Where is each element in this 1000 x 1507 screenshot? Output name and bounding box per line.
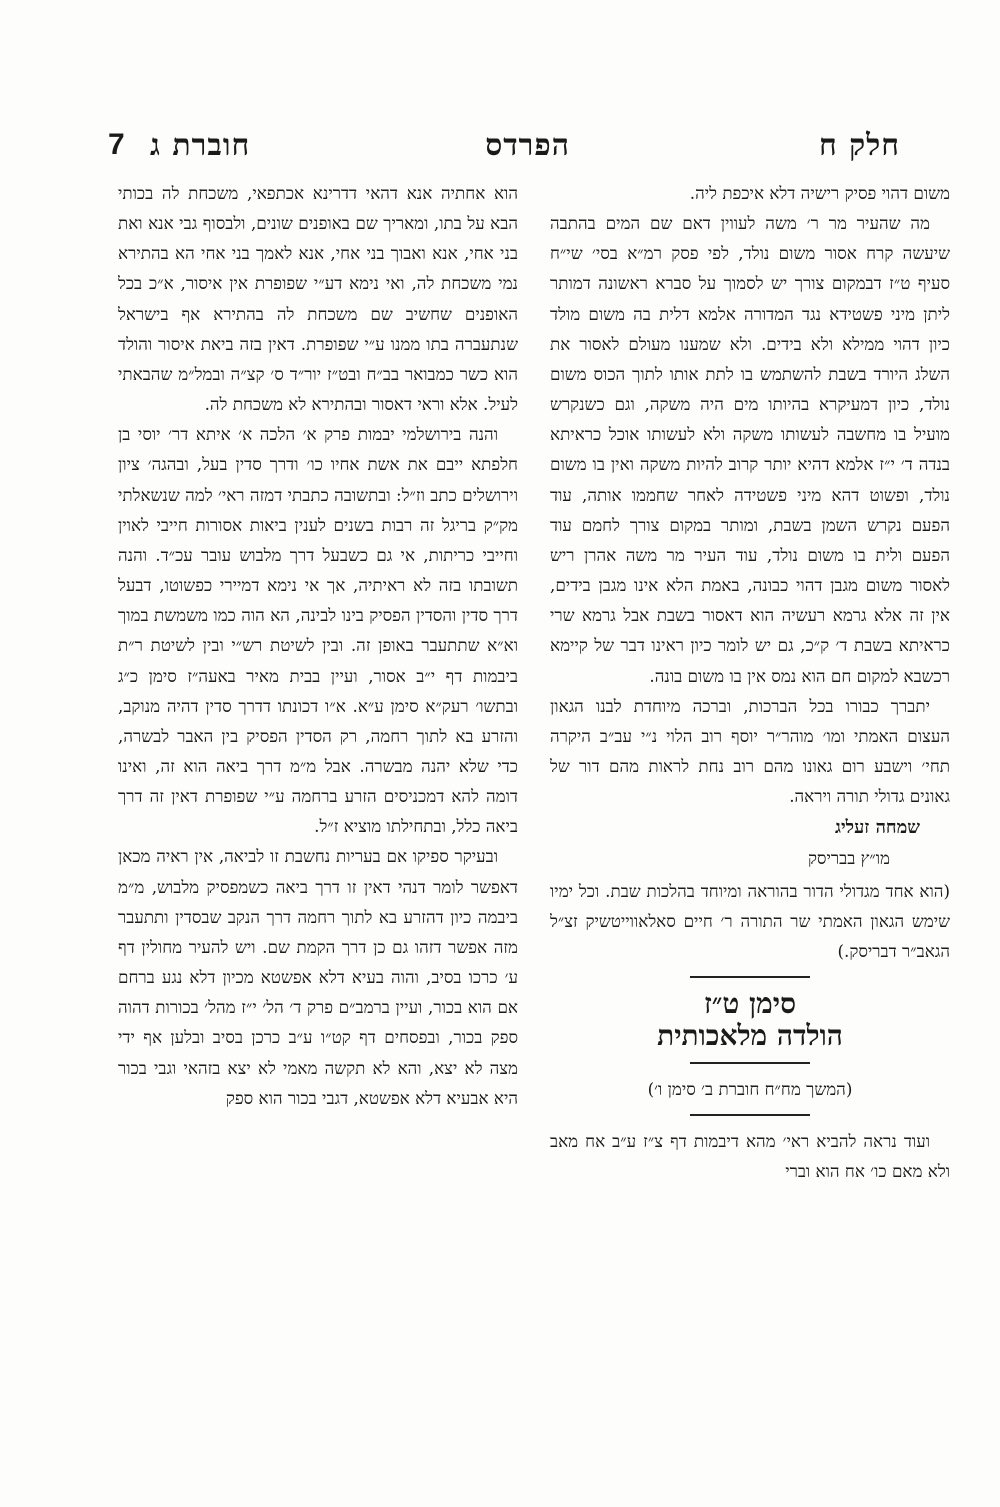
page-header [110, 128, 900, 172]
section-label: חלק ח [818, 128, 900, 163]
siman-title: סימן ט״ז [703, 987, 797, 1021]
left-column [118, 178, 518, 1338]
paragraph: ובעיקר ספיקו אם בעריות נחשבת זו לביאה, אין ראיה מכאן דאפשר לומר דנהי דאין זו דרך ביאה כשמפסיק מלבוש, מ״מ ביבמה כיון דהזרע בא לתוך רחמה דרך הנקב שבסדין ותתעבר מזה אפשר דזהו גם כן דרך הקמת שם. ויש להעיר מחולין דף ע׳ כרכו בסיב, והוה בעיא דלא אפשטא מכיון דלא נגע ברחם אם הוא בכור, ועיין ברמב״ם פרק ד׳ הל׳ י״ז מהל׳ בכורות דהוה ספק בכור, ובפסחים דף קט״ו ע״ב כרכן בסיב ובלען אף ידי מצה לא יצא, והא לא תקשה מאמי לא יצא בזהאי וגבי בכור היא אבעיא דלא אפשטא, דגבי בכור הוא ספק [118, 846, 518, 1108]
paragraph: הוא אחתיה אנא דהאי דדרינא אכתפאי, משכחת לה בכותי הבא על בתו, ומאריך שם באופנים שונים, ולבסוף גבי אנא ואת בני אחי, אנא ואבוך בני אחי, אנא לאמך בני אחי הא בהתירא נמי משכחת לה, ואי נימא דע״י שפופרת אין איסור, א״כ בכל האופנים שחשיב שם משכחת לה בהתירא אף בישראל שנתעברה בתו ממנו ע״י שפופרת. דאין בזה ביאת איסור והולד הוא כשר כמבואר בב״ח ובט״ז יור״ד ס׳ קצ״ה ובמל״מ שהבאתי לעיל. אלא וראי דאסור ובהתירא לא משכחת לה. [118, 183, 518, 415]
paragraph: מה שהעיר מר ר׳ משה לעווין דאם שם המים בהתבה שיעשה קרח אסור משום נולד, לפי פסק רמ״א בסי׳ שי״ח סעיף ט״ז דבמקום צורך יש לסמוך על סברא ראשונה דמותר ליתן מיני פשטידא נגד המדורה אלמא דלית בה משום מולד כיון דהוי ממילא ולא בידים. ולא שמענו מעולם לאסור את השלג היורד בשבת להשתמש בו לתת אותו לתוך הכוס משום נולד, כיון דמעיקרא בהיותו מים היה משקה, וגם כשנקרש מועיל בו מחשבה לעשותו משקה ולא לעשותו אוכל כראיתא בנדה ד׳ י״ז אלמא דהיא יותר קרוב להיות משקה ואין בו משום נולד, ופשוט דהא מיני פשטידה לאחר שחממו אותה, עוד הפעם נקרש השמן בשבת, ומותר במקום צורך לחמם עוד הפעם ולית בו משום נולד, עוד העיר מר משה אהרן ריש לאסור משום מגבן דהוי כבונה, באמת הלא אינו מגבן בידים, אין זה אלא גרמא רעשיה הוא דאסור בשבת אבל גרמא שרי כראיתא בשבת ד׳ ק״כ, גם יש לומר כיון ראינו דבר של קיימא רכשבא למקום חם הוא נמס אין בו משום בונה. [550, 213, 950, 686]
issue-label: חוברת ג [150, 128, 251, 163]
right-column [550, 178, 950, 1338]
paragraph: משום דהוי פסיק רישיה דלא איכפת ליה. [689, 183, 950, 203]
paragraph: והנה בירושלמי יבמות פרק א׳ הלכה א׳ איתא דר׳ יוסי בן חלפתא ייבם את אשת אחיו כו׳ ודרך סדין בעל, ובהגה׳ ציון וירושלים כתב וז״ל: ובתשובה כתבתי דמזה ראי׳ למה שנשאלתי מק״ק בריגל זה רבות בשנים לענין ביאות אסורות חייבי לאוין וחייבי כריתות, אי גם כשבעל דרך מלבוש עובר עכ״ד. והנה תשובתו בזה לא ראיתיה, אך אי נימא דמיירי כפשוטו, דבעל דרך סדין והסדין הפסיק בינו לבינה, הא הוה כמו משמשת במוך וא״א שתתעבר באופן זה. ובין לשיטת רש״י ובין לשיטת ר״ת ביבמות דף י״ב אסור, ועיין בבית מאיר באעה״ז סימן כ״ג ובתשו׳ רעק״א סימן ע״א. א״ו דכונתו דדרך סדין דהיה מנוקב, והזרע בא לתוך רחמה, רק הסדין הפסיק בין האבר לבשרה, כדי שלא יהנה מבשרה. אבל מ״מ דרך ביאה הוא זה, ואינו דומה להא דמכניסים הזרע ברחמה ע״י שפופרת דאין זה דרך ביאה כלל, ובתחילתו מוציא ז״ל. [118, 424, 518, 837]
divider [690, 976, 810, 978]
divider [690, 1114, 810, 1116]
signature-place: מו״ץ בבריסק [807, 848, 890, 869]
page-number: 7 [108, 128, 126, 161]
paragraph: יתברך כבורו בכל הברכות, וברכה מיוחדת לבנו הגאון העצום האמתי ומו׳ מוהר״ר יוסף רוב הלוי נ״י עב״ב היקרה תחי׳ וישבע רום גאונו מהם רוב נחת לראות מהם דור של גאונים גדולי תורה ויראה. [550, 695, 950, 807]
continuation-note: (המשך מח״ח חוברת ב׳ סימן ו׳) [647, 1079, 853, 1100]
signature-name: שמחה זעליג [835, 817, 920, 839]
author-bio: (הוא אחד מגדולי הדור בהוראה ומיוחד בהלכות שבת. וכל ימיו שימש הגאון האמתי שר התורה ר׳ חיים סאלאווייטשיק זצ״ל הגאב״ר דבריסק.) [550, 880, 950, 961]
siman-subtitle: הולדה מלאכותית [657, 1019, 843, 1053]
paragraph: ועוד נראה להביא ראי׳ מהא דיבמות דף צ״ז ע״ב אח מאב ולא מאם כו׳ אח הוא וברי [550, 1131, 950, 1182]
journal-title: הפרדס [485, 128, 570, 163]
divider [690, 1062, 810, 1064]
